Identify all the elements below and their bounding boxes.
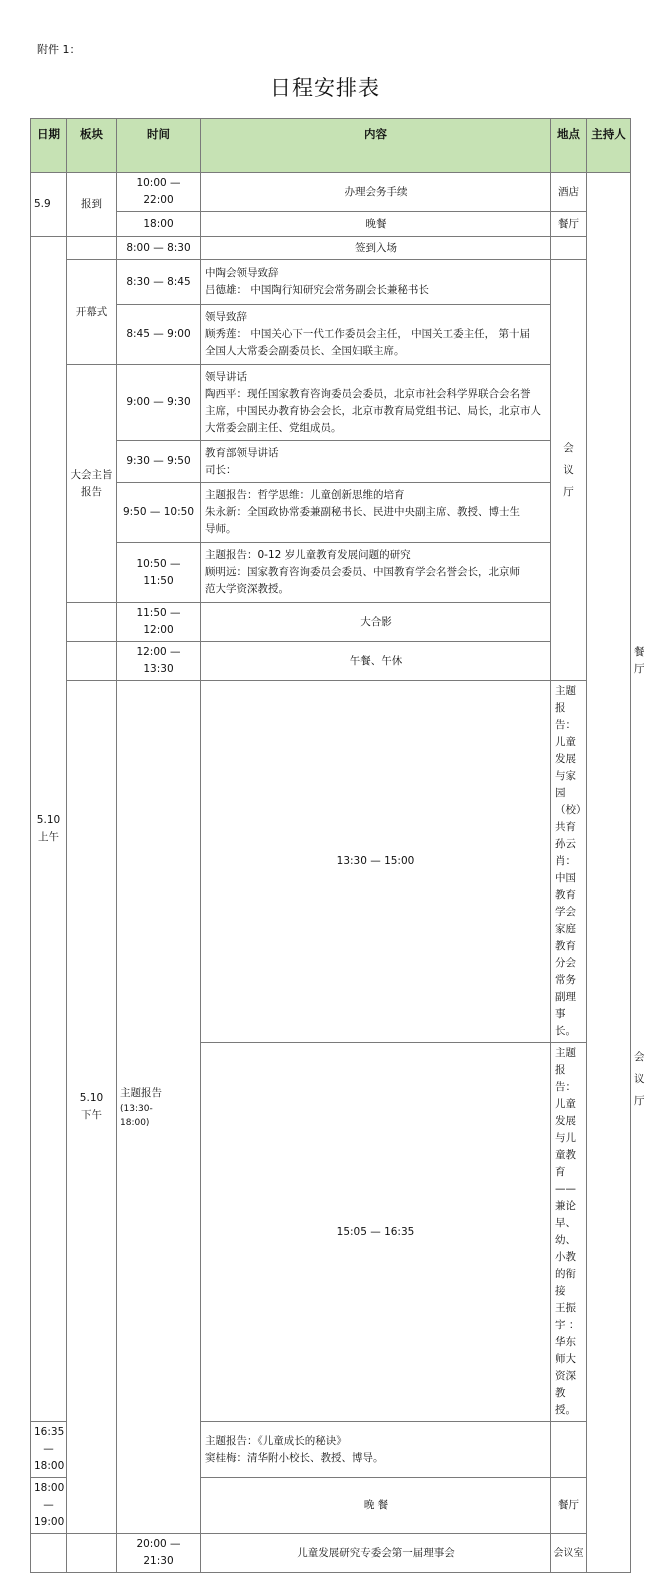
place-cell: 酒店: [551, 173, 587, 212]
time-cell: 12:00 — 13:30: [117, 642, 201, 681]
table-row: [31, 603, 631, 642]
date-line: 5.10: [36, 814, 61, 826]
time-cell: 18:00 — 19:00: [31, 1478, 67, 1534]
table-row: [31, 1534, 631, 1573]
block-cell: 开幕式: [67, 260, 117, 365]
table-row: [31, 543, 631, 603]
block-cell: [67, 237, 117, 260]
content-line: 窦桂梅：清华附小校长、教授、博导。: [205, 1451, 384, 1464]
date-line: 5.10: [79, 1092, 104, 1104]
content-line: 主题报告：儿童发展与家园（校）共育: [555, 685, 582, 833]
place-cell: 会议室: [551, 1534, 587, 1573]
header-time: 时间: [117, 119, 201, 173]
time-cell: 20:00 — 21:30: [117, 1534, 201, 1573]
content-cell: 办理会务手续: [201, 173, 551, 212]
header-date: 日期: [31, 119, 67, 173]
date-cell: [31, 237, 67, 1422]
page-title: 日程安排表: [270, 76, 380, 100]
header-block: 板块: [67, 119, 117, 173]
time-cell: 10:50 — 11:50: [117, 543, 201, 603]
content-line: 领导致辞: [205, 311, 247, 323]
time-cell: 13:30 — 15:00: [201, 681, 551, 1043]
content-cell: [201, 543, 551, 603]
place-char: 会: [563, 442, 574, 454]
block-line: 18:00): [120, 1117, 150, 1128]
time-cell: 8:30 — 8:45: [117, 260, 201, 305]
block-line: 主题报告: [120, 1086, 162, 1099]
content-cell: [551, 681, 587, 1043]
content-line: 主题报告：儿童发展与儿童教育——兼论早、幼、小教的衔接: [555, 1047, 576, 1297]
content-line: 王振宇 ：华东师大资深教授。: [555, 1302, 580, 1416]
content-cell: [551, 1043, 587, 1422]
content-line: 主题报告：《儿童成长的秘诀》: [205, 1434, 347, 1447]
table-row: [31, 173, 631, 212]
content-line: 主席，中国民办教育协会会长，北京市教育局党组书记、局长，北京市人: [205, 404, 541, 417]
place-char: 议: [563, 464, 574, 476]
date-cell: [31, 1534, 67, 1573]
content-cell: [201, 305, 551, 365]
content-line: 顾明远：国家教育咨询委员会委员、中国教育学会名誉会长，北京师: [205, 566, 520, 578]
table-row: [31, 237, 631, 260]
block-cell: [117, 681, 201, 1534]
block-cell: [67, 603, 117, 642]
place-cell: [551, 237, 587, 260]
block-cell: 报到: [67, 173, 117, 237]
table-row: [31, 365, 631, 441]
block-line: (13:30-: [120, 1103, 153, 1114]
content-cell: [201, 441, 551, 483]
content-line: 主题报告：0-12 岁儿童教育发展问题的研究: [205, 549, 411, 561]
attachment-label: 附件 1：: [37, 43, 81, 56]
time-cell: 9:50 — 10:50: [117, 483, 201, 543]
content-line: 中陶会领导致辞: [205, 267, 279, 279]
date-cell: [67, 681, 117, 1534]
time-cell: 18:00: [117, 212, 201, 237]
time-cell: 9:00 — 9:30: [117, 365, 201, 441]
content-line: 范大学资深教授。: [205, 583, 289, 595]
content-line: 大常委会副主任、党组成员。: [205, 421, 342, 434]
place-char: 厅: [563, 486, 574, 498]
block-cell: [67, 642, 117, 681]
content-line: 陶西平：现任国家教育咨询委员会委员，北京市社会科学界联合会名誉: [205, 387, 531, 400]
content-line: 顾秀莲： 中国关心下一代工作委员会主任， 中国关工委主任， 第十届: [205, 328, 531, 340]
time-cell: 16:35 — 18:00: [31, 1422, 67, 1478]
date-line: 上午: [38, 831, 59, 843]
place-cell: 餐厅: [551, 212, 587, 237]
block-cell: [67, 1534, 117, 1573]
content-cell: 晚餐: [201, 212, 551, 237]
place-cell: 餐厅: [551, 1478, 587, 1534]
content-line: 吕德雄： 中国陶行知研究会常务副会长兼秘书长: [205, 284, 429, 296]
content-line: 主题报告：哲学思维：儿童创新思维的培育: [205, 489, 405, 501]
place-cell: [551, 260, 587, 681]
content-cell: [201, 260, 551, 305]
time-cell: 8:00 — 8:30: [117, 237, 201, 260]
time-cell: 15:05 — 16:35: [201, 1043, 551, 1422]
content-line: 朱永新：全国政协常委兼副秘书长、民进中央副主席、教授、博士生: [205, 506, 520, 518]
table-row: 5.10 下午 主题报告 (13:30- 18:00) 13:30 — 15:00 主题报告：儿童发展与家园（校）共育 孙云肖：中国教育学会家庭教育分会常务副理事长。 会 议 厅: [31, 681, 631, 1043]
schedule-table: [30, 118, 645, 1573]
header-host: 主持人: [587, 119, 631, 173]
content-line: 司长：: [205, 463, 237, 476]
table-row: [31, 305, 631, 365]
time-cell: 10:00 — 22:00: [117, 173, 201, 212]
content-line: 导师。: [205, 523, 237, 535]
date-line: 下午: [81, 1109, 102, 1121]
content-cell: [201, 483, 551, 543]
content-line: 领导讲话: [205, 370, 247, 383]
table-row: [31, 483, 631, 543]
host-cell: [587, 173, 631, 1573]
table-row: [31, 212, 631, 237]
content-line: 全国人大常委会副委员长、全国妇联主席。: [205, 345, 405, 357]
header-row: [31, 119, 631, 173]
table-row: [31, 441, 631, 483]
time-cell: 8:45 — 9:00: [117, 305, 201, 365]
time-cell: 11:50 — 12:00: [117, 603, 201, 642]
date-cell: 5.9: [31, 173, 67, 237]
content-cell: 午餐、午休: [201, 642, 551, 681]
content-cell: [201, 365, 551, 441]
content-cell: [201, 1422, 551, 1478]
content-cell: 儿童发展研究专委会第一届理事会: [201, 1534, 551, 1573]
table-row: [31, 260, 631, 305]
header-place: 地点: [551, 119, 587, 173]
content-cell: 晚 餐: [201, 1478, 551, 1534]
table-row: 12:00 — 13:30 午餐、午休 餐厅: [31, 642, 631, 681]
content-cell: 签到入场: [201, 237, 551, 260]
header-content: 内容: [201, 119, 551, 173]
content-cell: 大合影: [201, 603, 551, 642]
block-line: 报告: [81, 485, 102, 498]
time-cell: 9:30 — 9:50: [117, 441, 201, 483]
block-line: 大会主旨: [70, 468, 113, 481]
content-line: 教育部领导讲话: [205, 446, 279, 459]
block-cell: [67, 365, 117, 603]
content-line: 孙云肖：中国教育学会家庭教育分会常务副理事长。: [555, 838, 576, 1037]
